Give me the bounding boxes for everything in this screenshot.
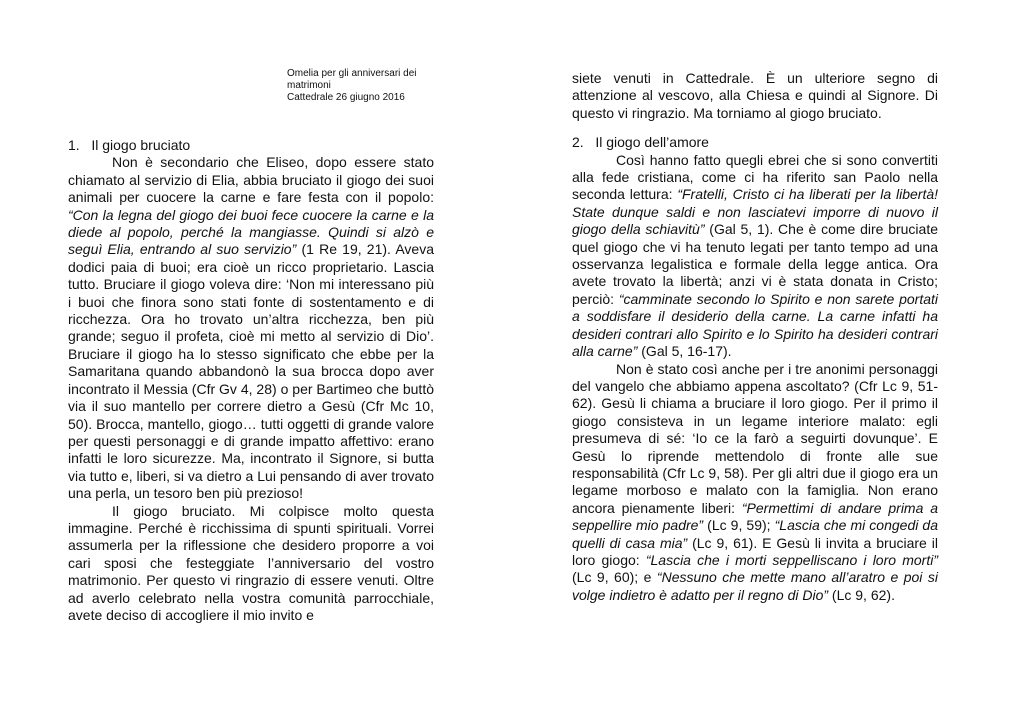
text-span: Così hanno fatto quegli ebrei che si sono convertiti alla fede cristiana, come ci ha riferito san Paolo nella seconda lettura:: [572, 151, 938, 203]
header-title: Omelia per gli anniversari dei matrimoni: [287, 68, 417, 91]
paragraph: Il giogo bruciato. Mi colpisce molto questa immagine. Perché è ricchissima di spunti spirituali. Vorrei assumerla per la riflessione che desidero proporre a voi cari sposi che festeggiate l’anniversario del vostro matrimonio. Per questo vi ringrazio di essere venuti. Oltre ad averlo celebrato nella vostra comunità parrocchiale, avete deciso di accogliere il mio invito e: [68, 502, 434, 623]
paragraph: [572, 152, 938, 361]
text-span: (Gal 5, 16-17).: [637, 343, 732, 360]
document-header: [287, 68, 447, 104]
paragraph: [572, 361, 938, 605]
quote-span: “camminate secondo lo Spirito e non sarete portati a soddisfare il desiderio della carne. La carne infatti ha desideri contrari allo Spirito e lo Spirito ha desideri contrari alla carne”: [572, 290, 938, 360]
text-span: (Lc 9, 61). E Gesù li invita a bruciare il loro giogo:: [572, 534, 938, 568]
text-span: (Lc 9, 59);: [703, 517, 775, 534]
quote-span: “Lascia che mi congedi da quelli di casa mia”: [572, 517, 938, 551]
text-span: Non è secondario che Eliseo, dopo essere stato chiamato al servizio di Elia, abbia bruciato il giogo dei suoi animali per cuocere la carne e fare festa con il popolo:: [68, 154, 434, 206]
left-column: [68, 137, 434, 624]
paragraph: siete venuti in Cattedrale. È un ulteriore segno di attenzione al vescovo, alla Chiesa e quindi al Signore. Di questo vi ringrazio. Ma torniamo al giogo bruciato.: [572, 70, 938, 121]
section-heading-1: 1. Il giogo bruciato: [68, 137, 191, 153]
text-span: (Lc 9, 62).: [828, 586, 895, 603]
text-span: (1 Re 19, 21). Aveva dodici paia di buoi; era cioè un ricco proprietario. Lascia tutto. Bruciare il giogo voleva dire: ‘Non mi interessano più i buoi che finora sono stati fonte di sostentamento e di ricchezza. Ora ho trovato un’altra ricchezza, ben più grande; seguo il profeta, cioè mi metto al servizio di Dio’. Bruciare il giogo ha lo stesso significato che ebbe per la Samaritana quando abbandonò la sua brocca dopo aver incontrato il Messia (Cfr Gv 4, 28) o per Bartimeo che buttò via il suo mantello per correre dietro a Gesù (Cfr Mc 10, 50). Brocca, mantello, giogo… tutti oggetti di grande valore per questi personaggi e di grande impatto affettivo: erano infatti le loro sicurezze. Ma, incontrato il Signore, si butta via tutto e, liberi, si va dietro a Lui pensando di aver trovato una perla, un tesoro ben più prezioso!: [68, 241, 434, 502]
text-span: (Lc 9, 60); e: [572, 569, 657, 586]
quote-span: “Lascia che i morti seppelliscano i loro morti”: [645, 551, 938, 568]
quote-span: “Permettimi di andare prima a seppellire mio padre”: [572, 499, 938, 534]
quote-span: “Fratelli, Cristo ci ha liberati per la libertà! State dunque saldi e non lasciatevi imporre di nuovo il giogo della schiavitù”: [572, 186, 939, 238]
paragraph: [68, 154, 434, 502]
section-heading-2: 2. Il giogo dell’amore: [572, 134, 709, 151]
header-date: Cattedrale 26 giugno 2016: [287, 92, 405, 103]
right-column: [572, 70, 938, 604]
quote-span: “Nessuno che mette mano all’aratro e poi si volge indietro è adatto per il regno di Dio”: [572, 569, 938, 603]
quote-span: “Con la legna del giogo dei buoi fece cuocere la carne e la diede al popolo, perché la mangiasse. Quindi si alzò e seguì Elia, entrando al suo servizio”: [68, 206, 434, 258]
text-span: (Gal 5, 1). Che è come dire bruciate quel giogo che vi ha tenuto legati per tanto tempo ad una osservanza legalistica e formale della legge antica. Ora avete trovato la libertà; anzi vi è stata donata in Cristo; perciò:: [572, 221, 938, 307]
text-span: Non è stato così anche per i tre anonimi personaggi del vangelo che abbiamo appena ascoltato? (Cfr Lc 9, 51-62). Gesù li chiama a bruciare il loro giogo. Per il primo il giogo consisteva in un legame interiore malato: egli presumeva di sé: ‘Io ce la farò a seguirti dovunque’. E Gesù lo riprende mettendolo di fronte alle sue responsabilità (Cfr Lc 9, 58). Per gli altri due il giogo era un legame morboso e malato con la famiglia. Non erano ancora pienamente liberi:: [572, 360, 938, 516]
